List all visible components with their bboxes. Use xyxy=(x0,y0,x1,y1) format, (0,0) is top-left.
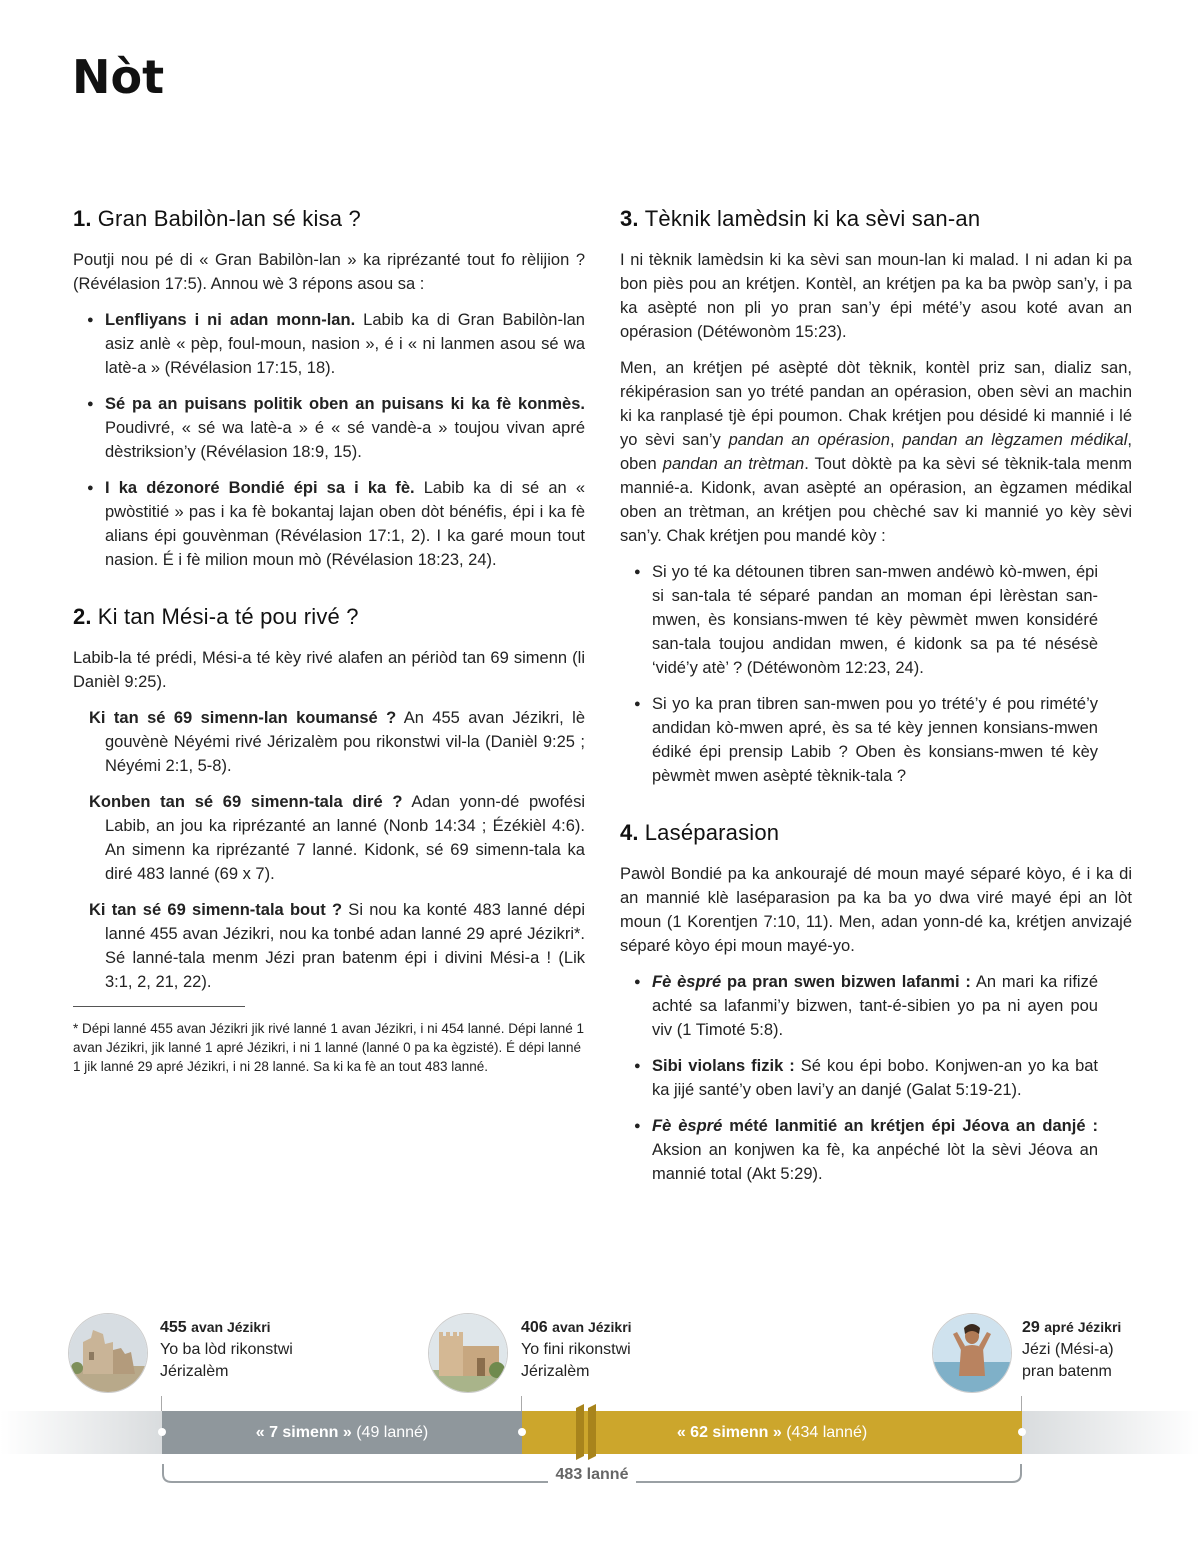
event-era: avan Jézikri xyxy=(552,1319,632,1335)
section-1 xyxy=(73,206,585,572)
total-label-wrap xyxy=(162,1466,1022,1484)
section-4-heading xyxy=(620,820,1132,846)
event-desc-line: Jérizalèm xyxy=(160,1363,229,1380)
segment-weeks: « 62 simenn » xyxy=(676,1424,782,1441)
item-text: Labib ka di sé an « pwòstitié » pas i ka fè bokantaj lajan oben dòt bénéfis, épi i ka fè alians épi gouvènman (Révélasion 17:1, 2). I ka garé moun tout nasion. É i fè milion moun mò (Révélasion 18:23, 24). xyxy=(105,479,586,569)
qa-question: Konben tan sé 69 simenn-tala diré ? xyxy=(89,793,403,811)
item-lead-italic: Fè èspré xyxy=(652,1117,723,1135)
event-year: 29 xyxy=(1022,1319,1040,1336)
text-run: , xyxy=(889,431,903,449)
list-item: ● Si yo ka pran tibren san-mwen pou yo trété’y é pou rimété’y andidan kò-mwen apré, ès sa té kèy jennen konsians-mwen édiké épi prensip Labib ? Oben ès konsians-mwen té kèy pèwmèt mwen asèpté tèknik-tala ? xyxy=(634,692,1098,788)
item-lead xyxy=(652,1117,1098,1135)
item-lead: Sé pa an puisans politik oben an puisans ki ka fè konmès. xyxy=(105,395,585,413)
qa-answer: Adan yonn-dé pwofési Labib, an jou ka riprézanté an lanné (Nonb 14:34 ; Ézékièl 4:6). An simenn ka riprézanté 7 lanné. Kidonk, sé 69 simenn-tala ka diré 483 lanné (69 x 7). xyxy=(105,793,585,883)
list-item xyxy=(634,1114,1098,1186)
qa-item xyxy=(89,706,585,778)
left-column xyxy=(73,206,585,1076)
text-run: Men, an krétjen pé asèpté dòt tèknik, kontèl priz san, dializ san, rékipérasion san yo trété pandan an opérasion, oben sèvi an machin ki ka ranplasé tjè épi poumon. Chak krétjen pou désidé ki mannié i lé yo sèvi san’y xyxy=(620,359,1132,449)
event-era: avan Jézikri xyxy=(191,1319,271,1335)
jesus-baptism-icon xyxy=(932,1313,1012,1393)
item-text: Sé kou épi bobo. Konjwen-an yo ka bat ka jijé santé’y oben lavi’y an danjé (Galat 5:19-21). xyxy=(652,1057,1099,1099)
event-date xyxy=(160,1316,293,1339)
section-1-intro: Poutji nou pé di « Gran Babilòn-lan » ka riprézanté tout fo rèlijion ? (Révélasion 17:5). Annou wè 3 répons asou sa : xyxy=(73,251,585,293)
segment-label xyxy=(162,1411,522,1454)
spacer xyxy=(73,584,585,604)
event-year: 406 xyxy=(521,1319,548,1336)
item-lead xyxy=(652,1057,795,1075)
event-desc-line: pran batenm xyxy=(1022,1363,1112,1380)
item-lead-text: pa pran swen bizwen lafanmi : xyxy=(721,973,971,991)
timeline-marker xyxy=(1018,1428,1026,1436)
page-title: Nòt xyxy=(72,50,165,104)
section-title: Ki tan Mési-a té pou rivé ? xyxy=(97,604,359,629)
italic-run: pandan an lègzamen médikal xyxy=(902,431,1128,449)
text-run: . Tout dòktè pa ka sèvi sé tèknik-tala menm mannié-a. Kidonk, avan asèpté an opérasion, an ègzamen médikal oben an trètman, an krétjen pou chèché sav ki mannié yo kèy sèvi san’y. Chak krétjen pou mandé kòy : xyxy=(620,455,1133,545)
section-3-paragraph-2 xyxy=(620,356,1132,548)
italic-run: pandan an trètman xyxy=(662,455,805,473)
qa-question: Ki tan sé 69 simenn-tala bout ? xyxy=(89,901,343,919)
italic-run: pandan an opérasion xyxy=(728,431,890,449)
event-desc-line: Jérizalèm xyxy=(521,1363,590,1380)
spacer xyxy=(620,800,1132,820)
ruined-wall-icon xyxy=(68,1313,148,1393)
segment-7-weeks xyxy=(162,1411,522,1454)
section-number: 2. xyxy=(73,604,92,629)
section-4-list xyxy=(620,970,1132,1186)
section-title: Gran Babilòn-lan sé kisa ? xyxy=(97,206,361,231)
qa-item xyxy=(89,898,585,994)
segment-years: (49 lanné) xyxy=(351,1424,429,1441)
section-4 xyxy=(620,820,1132,1186)
section-1-list xyxy=(73,308,585,572)
section-4-intro: Pawòl Bondié pa ka ankourajé dé moun mayé séparé kòyo, é i ka di an mannié klè laséparasion pa ka ba yo dwa viré mayé épi an lòt moun (1 Korentjen 7:10, 11). Men, adan yonn-dé ka, krétjen anvizajé séparé kòyo épi moun mayé-yo. xyxy=(620,865,1132,955)
list-item xyxy=(634,1054,1098,1102)
segment-years: (434 lanné) xyxy=(781,1424,868,1441)
section-2-qa xyxy=(89,706,585,994)
item-text: An mari ka rifizé achté sa lafanmi’y bizwen, tant-é-sibien yo pa ni ayen pou viv (1 Timoté 5:8). xyxy=(652,973,1098,1039)
item-lead-text: Sibi violans fizik : xyxy=(652,1057,795,1075)
section-3-heading xyxy=(620,206,1132,232)
event-desc-line: Jézi (Mési-a) xyxy=(1022,1341,1114,1358)
section-3-list xyxy=(620,560,1132,788)
total-label: 483 lanné xyxy=(548,1466,637,1483)
text-run: , oben xyxy=(620,431,1132,473)
section-title: Laséparasion xyxy=(644,820,780,845)
qa-question: Ki tan sé 69 simenn-lan koumansé ? xyxy=(89,709,397,727)
segment-weeks: « 7 simenn » xyxy=(255,1424,352,1441)
section-title: Tèknik lamèdsin ki ka sèvi san-an xyxy=(644,206,981,231)
event-29-label xyxy=(1022,1316,1121,1383)
event-455-label xyxy=(160,1316,293,1383)
list-item xyxy=(87,392,585,464)
list-item xyxy=(87,476,585,572)
event-year: 455 xyxy=(160,1319,187,1336)
event-desc-line: Yo ba lòd rikonstwi xyxy=(160,1341,293,1358)
list-item xyxy=(87,308,585,380)
footnote: * Dépi lanné 455 avan Jézikri jik rivé lanné 1 avan Jézikri, i ni 454 lanné. Dépi lanné 1 avan Jézikri, jik lanné 1 apré Jézikri, i ni 1 lanné (lanné 0 pa ka ègzisté). É dépi lanné 1 jik lanné 29 apré Jézikri, i ni 28 lanné. Sa ki ka fè an tout 483 lanné. xyxy=(73,1021,585,1074)
list-item xyxy=(634,970,1098,1042)
timeline-marker xyxy=(518,1428,526,1436)
qa-answer: An 455 avan Jézikri, lè gouvènè Néyémi rivé Jérizalèm pou rikonstwi vil-la (Danièl 9:25 ; Néyémi 2:1, 5-8). xyxy=(105,709,585,775)
item-text: Labib ka di Gran Babilòn-lan asiz anlè « pèp, foul-moun, nasion », é i « ni lanmen asou sé wa latè-a » (Révélasion 17:15, 18). xyxy=(105,311,585,377)
section-3 xyxy=(620,206,1132,788)
event-date xyxy=(521,1316,632,1339)
timeline-marker xyxy=(158,1428,166,1436)
timeline-band-start xyxy=(0,1411,162,1454)
item-lead: Lenfliyans i ni adan monn-lan. xyxy=(105,311,356,329)
event-406-label xyxy=(521,1316,632,1383)
item-text: Poudivré, « sé wa latè-a » é « sé vandè-a » toujou vivan apré dèstriksion’y (Révélasion 18:9, 15). xyxy=(105,419,585,461)
section-3-paragraph-1: I ni tèknik lamèdsin ki ka sèvi san moun-lan ki malad. I ni adan ki pa bon piès pou an krétjen. Kontèl, an krétjen pa ka ba pwòp san’y, i pa ka asèpté non pli yo pran san’y épi mété’y asou koté avan an opérasion (Détéwonòm 15:23). xyxy=(620,251,1132,341)
item-text: Aksion an konjwen ka fè, ka anpéché lòt la sèvi Jéova an mannié total (Akt 5:29). xyxy=(652,1141,1098,1183)
list-item: ● Si yo té ka détounen tibren san-mwen andéwò kò-mwen, épi si san-tala té séparé pandan an moman épi lèrèstan san-mwen, ès konsians-mwen té kèy pèwmèt mwen konsidéré san-tala toujou andidan mwen, é kidonk sa pa té nésésè ‘vidé’y atè’ ? (Détéwonòm 12:23, 24). xyxy=(634,560,1098,680)
section-2 xyxy=(73,604,585,1076)
item-lead-italic: Fè èspré xyxy=(652,973,722,991)
section-number: 1. xyxy=(73,206,92,231)
section-2-heading xyxy=(73,604,585,630)
event-date xyxy=(1022,1316,1121,1339)
section-2-intro: Labib-la té prédi, Mési-a té kèy rivé alafen an périòd tan 69 simenn (li Danièl 9:25). xyxy=(73,649,585,691)
timeline xyxy=(0,1300,1200,1500)
right-column xyxy=(620,206,1132,1198)
rebuilt-wall-icon xyxy=(428,1313,508,1393)
item-lead xyxy=(652,973,971,991)
event-desc-line: Yo fini rikonstwi xyxy=(521,1341,631,1358)
section-number: 3. xyxy=(620,206,639,231)
timeline-break-icon xyxy=(570,1404,604,1460)
section-1-heading xyxy=(73,206,585,232)
section-number: 4. xyxy=(620,820,639,845)
footnote-divider xyxy=(73,1006,245,1007)
item-lead-text: mété lanmitié an krétjen épi Jéova an danjé : xyxy=(722,1117,1098,1135)
event-era: apré Jézikri xyxy=(1044,1319,1122,1335)
item-lead: I ka dézonoré Bondié épi sa i ka fè. xyxy=(105,479,415,497)
qa-item xyxy=(89,790,585,886)
timeline-band-end xyxy=(1022,1411,1200,1454)
qa-answer: Si nou ka konté 483 lanné dépi lanné 455 avan Jézikri, nou ka tonbé adan lanné 29 apré Jézikri*. Sé lanné-tala menm Jézi pran batenm épi i divini Mési-a ! (Lik 3:1, 2, 21, 22). xyxy=(105,901,585,991)
